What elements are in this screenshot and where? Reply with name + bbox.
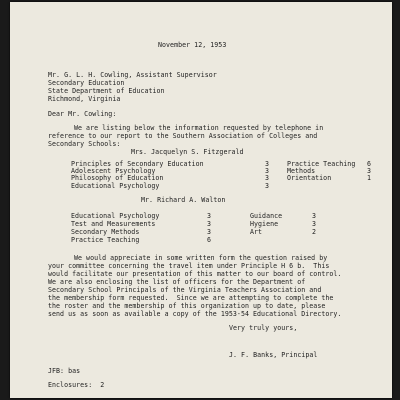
salutation: Dear Mr. Cowling: [48, 110, 117, 118]
course-units: 6 [207, 236, 212, 244]
course-item: Methods [287, 167, 316, 175]
recipient-line-1: Mr. G. L. H. Cowling, Assistant Supervisor [48, 71, 217, 79]
course-units: 6 [367, 160, 372, 168]
course-item: Adolescent Psychology [71, 167, 156, 175]
enclosures-note: Enclosures: 2 [48, 381, 105, 389]
body-line: your committee concerning the travel item under Principle H 6 b. This [48, 262, 330, 270]
typist-initials: JFB: bas [48, 367, 81, 375]
course-units: 3 [265, 160, 270, 168]
course-units: 3 [265, 167, 270, 175]
course-item: Orientation [287, 174, 332, 182]
body-line: would facilitate our presentation of this matter to our board of control. [48, 270, 342, 278]
course-item: Philosophy of Education [71, 174, 164, 182]
recipient-line-3: State Department of Education [48, 87, 165, 95]
course-item: Secondary Methods [71, 228, 140, 236]
course-units: 1 [367, 174, 372, 182]
intro-line-2: reference to our report to the Southern Association of Colleges and [48, 132, 318, 140]
course-units: 3 [207, 220, 212, 228]
course-units: 3 [207, 212, 212, 220]
body-line: the membership form requested. Since we are attempting to complete the [48, 294, 334, 302]
course-units: 3 [265, 174, 270, 182]
course-item: Practice Teaching [287, 160, 356, 168]
course-item: Guidance [250, 212, 283, 220]
course-units: 3 [312, 220, 317, 228]
signature-line: J. F. Banks, Principal [229, 351, 318, 359]
recipient-line-2: Secondary Education [48, 79, 125, 87]
body-line: Secondary School Principals of the Virginia Teachers Association and [48, 286, 322, 294]
intro-line-3: Secondary Schools: [48, 140, 121, 148]
course-units: 2 [312, 228, 317, 236]
course-units: 3 [367, 167, 372, 175]
course-item: Practice Teaching [71, 236, 140, 244]
body-line: We would appreciate in some written form the question raised by [74, 254, 328, 262]
closing: Very truly yours, [229, 324, 298, 332]
body-line: send us as soon as available a copy of the 1953-54 Educational Directory. [48, 310, 342, 318]
course-item: Art [250, 228, 263, 236]
course-units: 3 [207, 228, 212, 236]
course-item: Educational Psychology [71, 182, 160, 190]
teacher-1-name: Mrs. Jacquelyn S. Fitzgerald [131, 148, 244, 156]
course-item: Hygiene [250, 220, 279, 228]
letter-date: November 12, 1953 [158, 41, 227, 49]
course-units: 3 [265, 182, 270, 190]
teacher-2-name: Mr. Richard A. Walton [141, 196, 226, 204]
course-item: Principles of Secondary Education [71, 160, 204, 168]
recipient-line-4: Richmond, Virginia [48, 95, 121, 103]
intro-line-1: We are listing below the information requested by telephone in [74, 124, 324, 132]
course-item: Test and Measurements [71, 220, 156, 228]
letter-page [10, 2, 392, 398]
body-line: We are also enclosing the list of officers for the Department of [48, 278, 306, 286]
course-item: Educational Psychology [71, 212, 160, 220]
body-line: the roster and the membership of this organization up to date, please [48, 302, 326, 310]
course-units: 3 [312, 212, 317, 220]
